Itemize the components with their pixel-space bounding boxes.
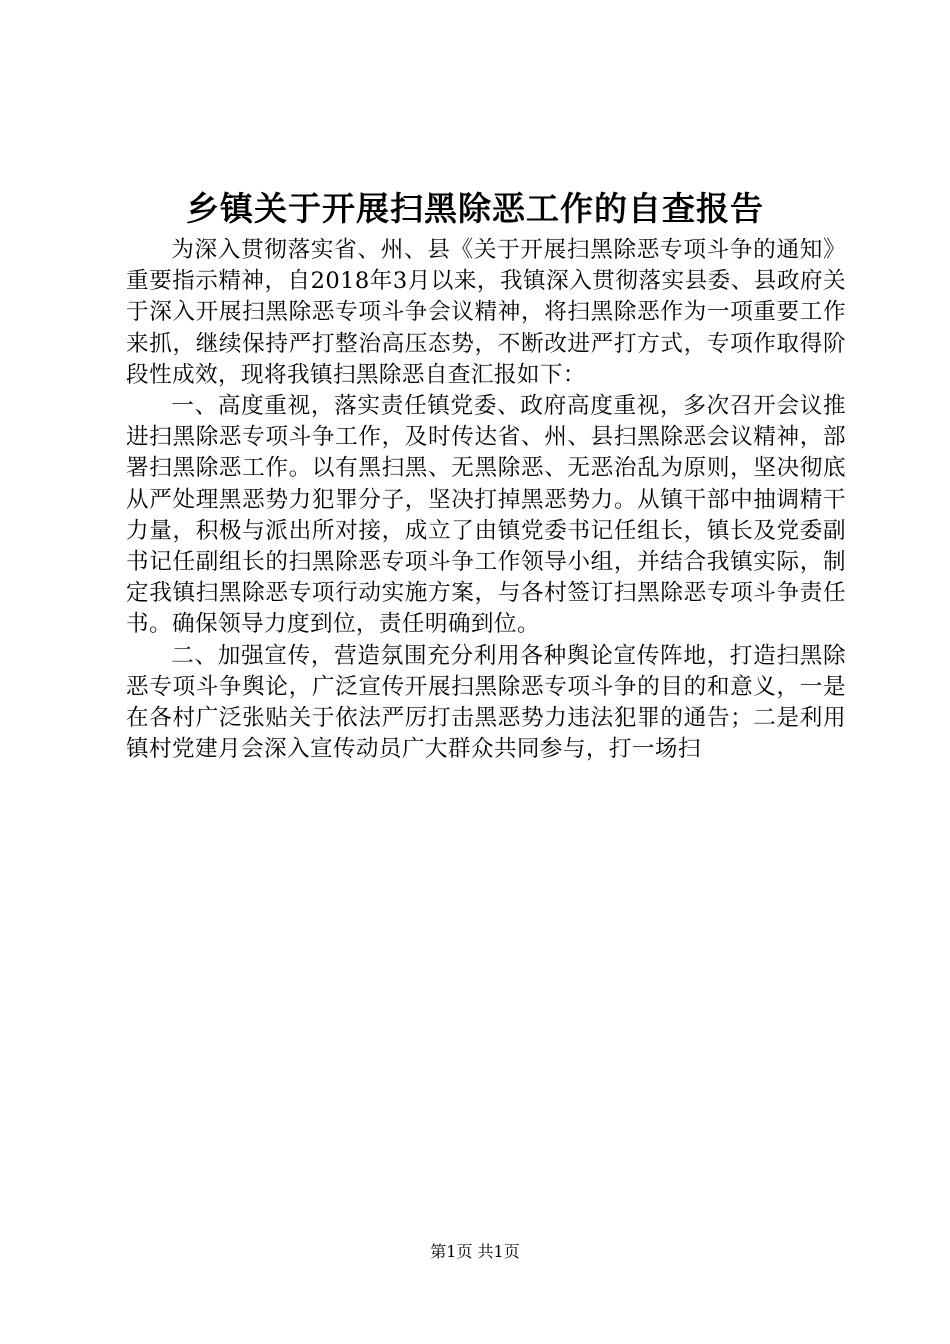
document-body — [126, 235, 846, 765]
paragraph-intro: 为深入贯彻落实省、州、县《关于开展扫黑除恶专项斗争的通知》重要指示精神，自2018年3月以来，我镇深入贯彻落实县委、县政府关于深入开展扫黑除恶专项斗争会议精神，将扫黑除恶作为一项重要工作来抓，继续保持严打整治高压态势，不断改进严打方式，专项作取得阶段性成效，现将我镇扫黑除恶自查汇报如下： — [126, 237, 846, 388]
paragraph-section-1: 一、高度重视，落实责任镇党委、政府高度重视，多次召开会议推进扫黑除恶专项斗争工作，及时传达省、州、县扫黑除恶会议精神，部署扫黑除恶工作。以有黑扫黑、无黑除恶、无恶治乱为原则，坚决彻底从严处理黑恶势力犯罪分子，坚决打掉黑恶势力。从镇干部中抽调精干力量，积极与派出所对接，成立了由镇党委书记任组长，镇长及党委副书记任副组长的扫黑除恶专项斗争工作领导小组，并结合我镇实际，制定我镇扫黑除恶专项行动实施方案，与各村签订扫黑除恶专项斗争责任书。确保领导力度到位，责任明确到位。 — [126, 393, 846, 638]
page-number-footer: 第1页 共1页 — [430, 1242, 520, 1261]
paragraph-section-2: 二、加强宣传，营造氛围充分利用各种舆论宣传阵地，打造扫黑除恶专项斗争舆论，广泛宣传开展扫黑除恶专项斗争的目的和意义，一是在各村广泛张贴关于依法严厉打击黑恶势力违法犯罪的通告；二是利用镇村党建月会深入宣传动员广大群众共同参与，打一场扫 — [126, 642, 846, 763]
document-title: 乡镇关于开展扫黑除恶工作的自查报告 — [186, 189, 764, 228]
